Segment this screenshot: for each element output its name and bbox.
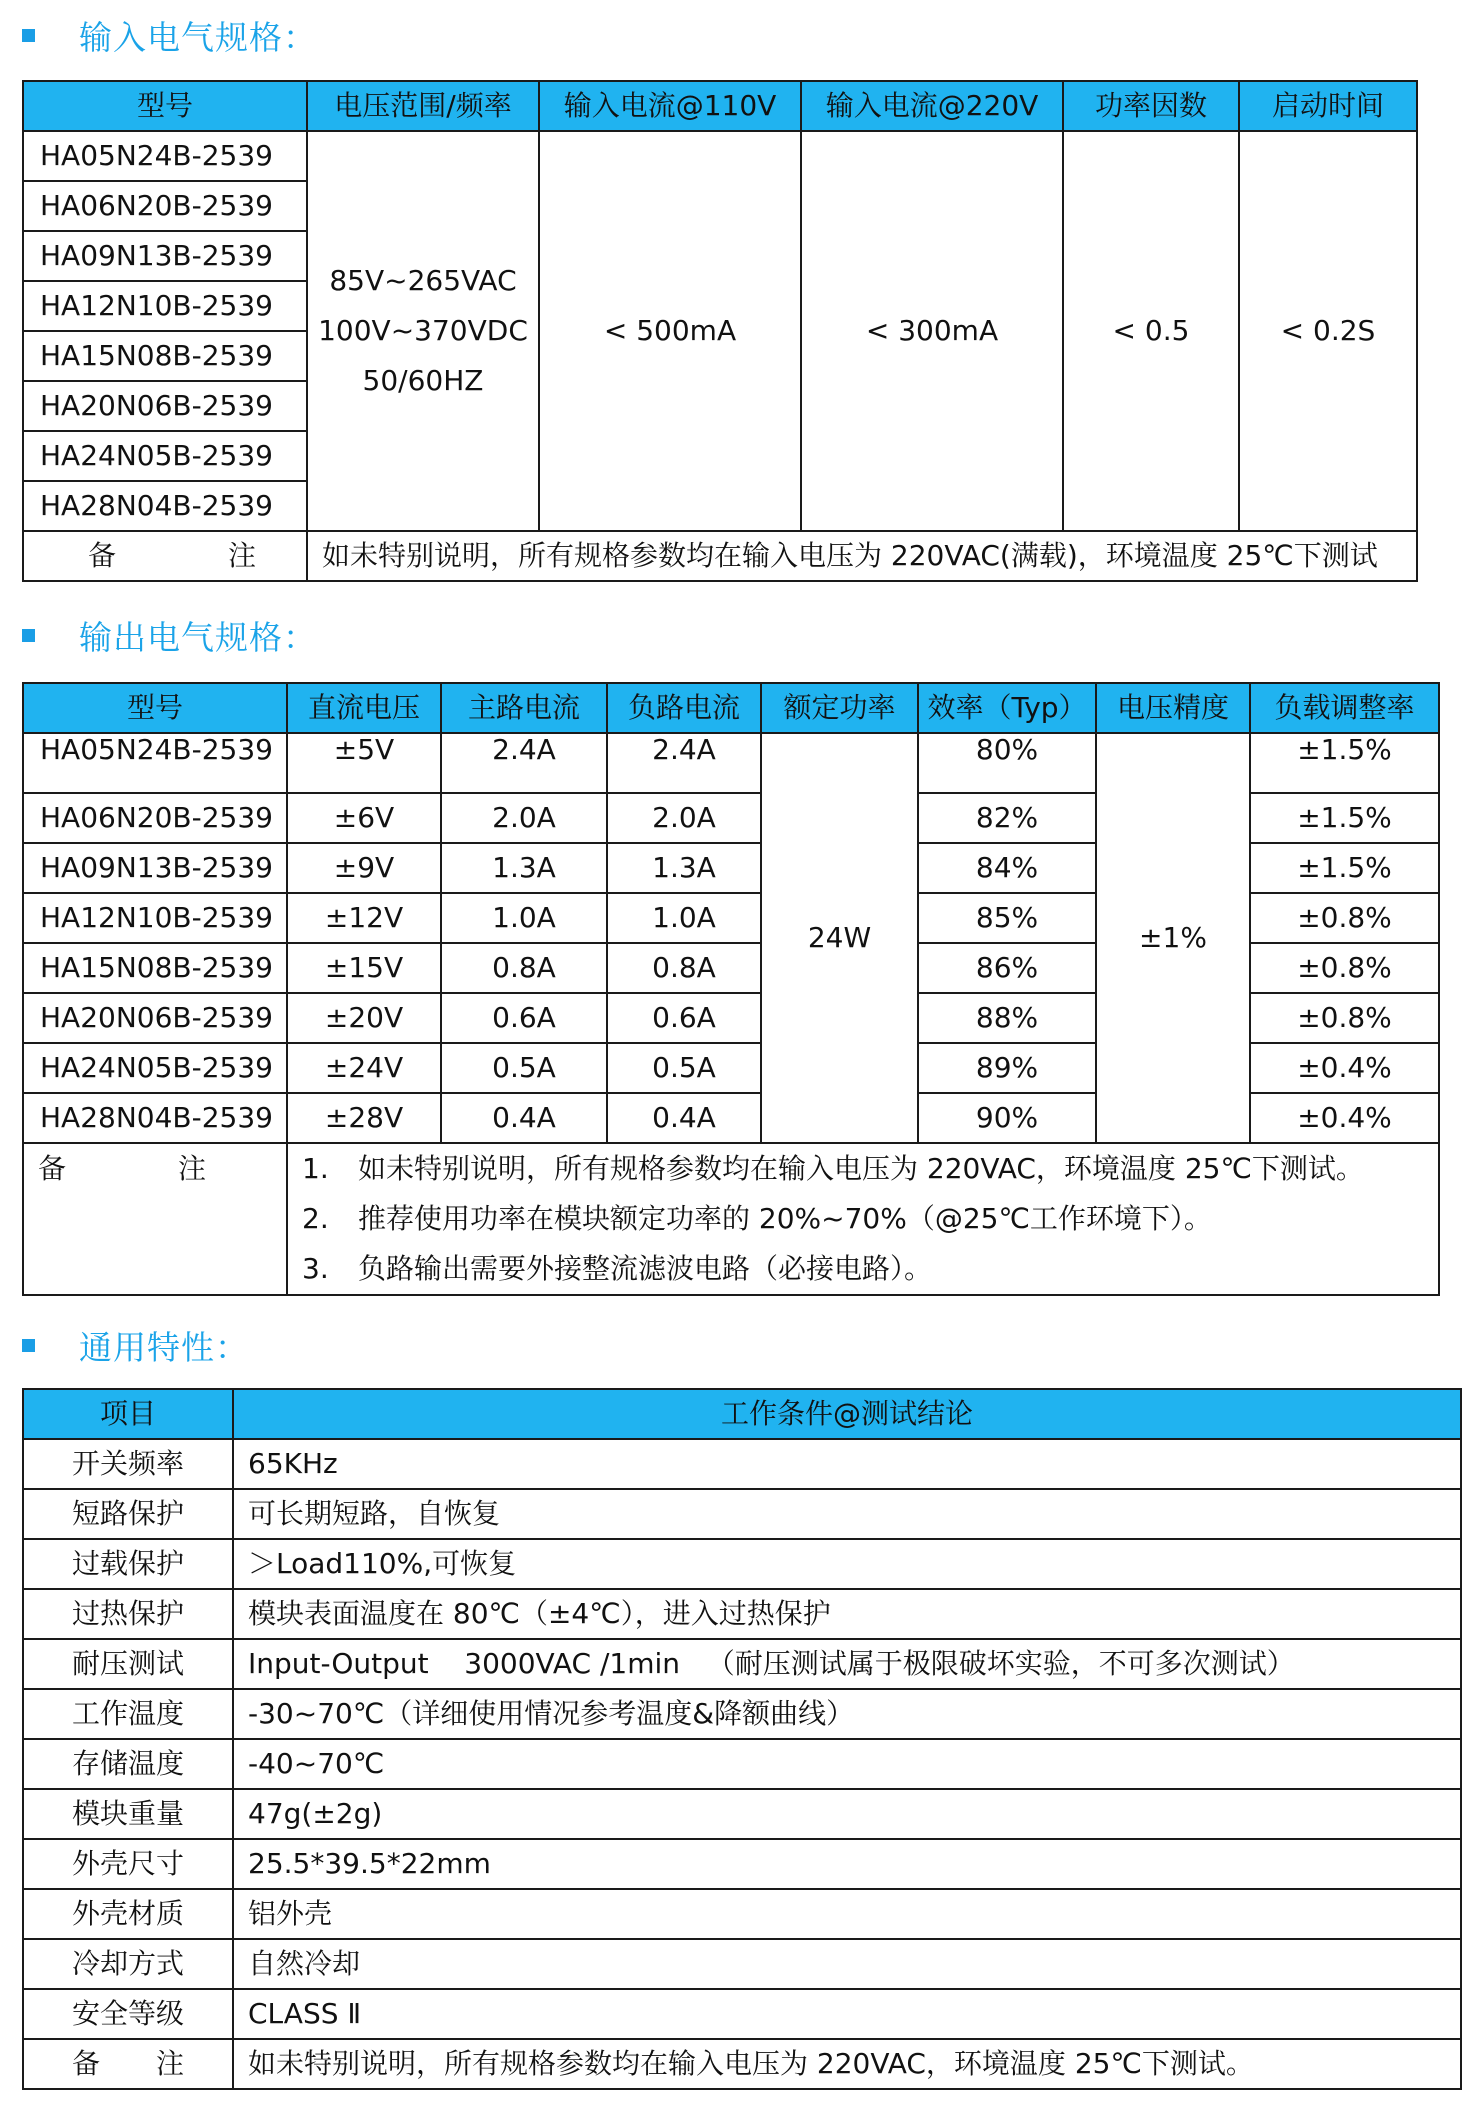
dc-voltage-cell: ±9V	[287, 843, 441, 893]
dc-voltage-cell: ±15V	[287, 943, 441, 993]
table-row	[23, 1789, 1461, 1839]
note-text: 如未特别说明，所有规格参数均在输入电压为 220VAC，环境温度 25℃下测试。	[358, 1152, 1364, 1185]
square-bullet-icon	[22, 1339, 35, 1352]
neg-current-cell: 0.5A	[607, 1043, 761, 1093]
table-row	[23, 1739, 1461, 1789]
value-cell: 自然冷却	[233, 1939, 1461, 1989]
load-regulation-cell: ±0.8%	[1250, 943, 1439, 993]
efficiency-cell: 82%	[918, 793, 1096, 843]
dc-voltage-cell: ±24V	[287, 1043, 441, 1093]
item-cell: 工作温度	[23, 1689, 233, 1739]
model-cell: HA05N24B-2539	[23, 733, 287, 793]
table-row	[23, 1989, 1461, 2039]
main-current-cell: 0.8A	[441, 943, 607, 993]
item-cell: 存储温度	[23, 1739, 233, 1789]
value-cell: 可长期短路，自恢复	[233, 1489, 1461, 1539]
load-regulation-cell: ±1.5%	[1250, 793, 1439, 843]
voltage-line: 85V~265VAC	[329, 264, 517, 297]
efficiency-cell: 90%	[918, 1093, 1096, 1143]
item-cell: 外壳尺寸	[23, 1839, 233, 1889]
load-regulation-cell: ±1.5%	[1250, 733, 1439, 793]
load-regulation-cell: ±0.8%	[1250, 993, 1439, 1043]
neg-current-cell: 0.6A	[607, 993, 761, 1043]
value-cell: ＞Load110%,可恢复	[233, 1539, 1461, 1589]
voltage-range-cell	[307, 131, 539, 531]
model-cell: HA24N05B-2539	[23, 431, 307, 481]
note-row	[23, 2039, 1461, 2089]
note-number: 3.	[302, 1252, 329, 1285]
value-cell: 25.5*39.5*22mm	[233, 1839, 1461, 1889]
efficiency-cell: 88%	[918, 993, 1096, 1043]
item-cell: 冷却方式	[23, 1939, 233, 1989]
note-label: 备 注	[23, 531, 307, 581]
main-current-cell: 2.4A	[441, 733, 607, 793]
note-line	[302, 1144, 1438, 1194]
main-current-cell: 0.6A	[441, 993, 607, 1043]
table-header-row	[23, 683, 1439, 733]
neg-current-cell: 0.4A	[607, 1093, 761, 1143]
table-row	[23, 733, 1439, 793]
col-header-dc-voltage: 直流电压	[287, 683, 441, 733]
section-title-text: 输出电气规格：	[79, 617, 317, 657]
note-line	[302, 1194, 1438, 1244]
item-cell: 开关频率	[23, 1439, 233, 1489]
item-cell: 备 注	[23, 2039, 233, 2089]
output-spec-table	[22, 682, 1440, 1296]
voltage-line: 100V~370VDC	[318, 314, 528, 347]
rated-power-cell: 24W	[761, 733, 918, 1143]
table-header-row	[23, 1389, 1461, 1439]
neg-current-cell: 1.0A	[607, 893, 761, 943]
efficiency-cell: 80%	[918, 733, 1096, 793]
col-header-current-220: 输入电流@220V	[801, 81, 1063, 131]
item-cell: 模块重量	[23, 1789, 233, 1839]
model-cell: HA24N05B-2539	[23, 1043, 287, 1093]
model-cell: HA06N20B-2539	[23, 181, 307, 231]
section-title-text: 通用特性：	[79, 1327, 249, 1367]
item-cell: 短路保护	[23, 1489, 233, 1539]
table-row	[23, 1839, 1461, 1889]
dc-voltage-cell: ±28V	[287, 1093, 441, 1143]
current-220-cell: < 300mA	[801, 131, 1063, 531]
table-row	[23, 1639, 1461, 1689]
col-header-voltage-range: 电压范围/频率	[307, 81, 539, 131]
value-cell: -40~70℃	[233, 1739, 1461, 1789]
efficiency-cell: 85%	[918, 893, 1096, 943]
model-cell: HA15N08B-2539	[23, 331, 307, 381]
note-line	[302, 1244, 1438, 1294]
efficiency-cell: 86%	[918, 943, 1096, 993]
model-cell: HA12N10B-2539	[23, 893, 287, 943]
table-header-row	[23, 81, 1417, 131]
square-bullet-icon	[22, 29, 35, 42]
model-cell: HA15N08B-2539	[23, 943, 287, 993]
section-title-input	[22, 10, 317, 60]
value-cell: -30~70℃（详细使用情况参考温度&降额曲线）	[233, 1689, 1461, 1739]
voltage-line: 50/60HZ	[362, 364, 484, 397]
col-header-current-110: 输入电流@110V	[539, 81, 801, 131]
neg-current-cell: 0.8A	[607, 943, 761, 993]
neg-current-cell: 2.0A	[607, 793, 761, 843]
value-cell: 47g(±2g)	[233, 1789, 1461, 1839]
col-header-main-current: 主路电流	[441, 683, 607, 733]
table-row	[23, 1539, 1461, 1589]
table-row	[23, 131, 1417, 181]
model-cell: HA05N24B-2539	[23, 131, 307, 181]
startup-time-cell: < 0.2S	[1239, 131, 1417, 531]
current-110-cell: < 500mA	[539, 131, 801, 531]
model-cell: HA20N06B-2539	[23, 993, 287, 1043]
col-header-neg-current: 负路电流	[607, 683, 761, 733]
value-cell: 铝外壳	[233, 1889, 1461, 1939]
col-header-model: 型号	[23, 81, 307, 131]
efficiency-cell: 89%	[918, 1043, 1096, 1093]
col-header-rated-power: 额定功率	[761, 683, 918, 733]
col-header-voltage-accuracy: 电压精度	[1096, 683, 1250, 733]
table-row	[23, 1589, 1461, 1639]
efficiency-cell: 84%	[918, 843, 1096, 893]
value-cell: CLASS Ⅱ	[233, 1989, 1461, 2039]
general-spec-table	[22, 1388, 1462, 2090]
table-row	[23, 1939, 1461, 1989]
model-cell: HA12N10B-2539	[23, 281, 307, 331]
square-bullet-icon	[22, 629, 35, 642]
value-cell: 如未特别说明，所有规格参数均在输入电压为 220VAC，环境温度 25℃下测试。	[233, 2039, 1461, 2089]
model-cell: HA09N13B-2539	[23, 843, 287, 893]
item-cell: 耐压测试	[23, 1639, 233, 1689]
section-title-text: 输入电气规格：	[79, 17, 317, 57]
value-cell: 65KHz	[233, 1439, 1461, 1489]
section-title-general	[22, 1320, 249, 1370]
load-regulation-cell: ±0.4%	[1250, 1093, 1439, 1143]
note-number: 2.	[302, 1202, 329, 1235]
col-header-item: 项目	[23, 1389, 233, 1439]
col-header-load-regulation: 负载调整率	[1250, 683, 1439, 733]
main-current-cell: 1.3A	[441, 843, 607, 893]
dc-voltage-cell: ±12V	[287, 893, 441, 943]
value-cell: Input-Output 3000VAC /1min （耐压测试属于极限破坏实验，不可多次测试）	[233, 1639, 1461, 1689]
note-label	[23, 1143, 287, 1295]
neg-current-cell: 2.4A	[607, 733, 761, 793]
item-cell: 过热保护	[23, 1589, 233, 1639]
note-text: 推荐使用功率在模块额定功率的 20%~70%（@25℃工作环境下）。	[358, 1202, 1212, 1235]
note-label-text: 备 注	[38, 1152, 207, 1185]
table-row	[23, 1489, 1461, 1539]
dc-voltage-cell: ±5V	[287, 733, 441, 793]
section-title-output	[22, 610, 317, 660]
main-current-cell: 0.5A	[441, 1043, 607, 1093]
main-current-cell: 2.0A	[441, 793, 607, 843]
note-number: 1.	[302, 1152, 329, 1185]
item-cell: 安全等级	[23, 1989, 233, 2039]
item-cell: 过载保护	[23, 1539, 233, 1589]
item-cell: 外壳材质	[23, 1889, 233, 1939]
value-cell: 模块表面温度在 80℃（±4℃），进入过热保护	[233, 1589, 1461, 1639]
model-cell: HA28N04B-2539	[23, 481, 307, 531]
dc-voltage-cell: ±20V	[287, 993, 441, 1043]
neg-current-cell: 1.3A	[607, 843, 761, 893]
col-header-power-factor: 功率因数	[1063, 81, 1239, 131]
load-regulation-cell: ±0.4%	[1250, 1043, 1439, 1093]
col-header-startup-time: 启动时间	[1239, 81, 1417, 131]
input-spec-table	[22, 80, 1418, 582]
note-text: 负路输出需要外接整流滤波电路（必接电路）。	[358, 1252, 933, 1285]
note-row	[23, 1143, 1439, 1295]
table-row	[23, 1439, 1461, 1489]
power-factor-cell: < 0.5	[1063, 131, 1239, 531]
table-row	[23, 1889, 1461, 1939]
col-header-condition: 工作条件@测试结论	[233, 1389, 1461, 1439]
model-cell: HA06N20B-2539	[23, 793, 287, 843]
col-header-efficiency: 效率（Typ）	[918, 683, 1096, 733]
load-regulation-cell: ±0.8%	[1250, 893, 1439, 943]
voltage-accuracy-cell: ±1%	[1096, 733, 1250, 1143]
model-cell: HA09N13B-2539	[23, 231, 307, 281]
model-cell: HA28N04B-2539	[23, 1093, 287, 1143]
load-regulation-cell: ±1.5%	[1250, 843, 1439, 893]
table-row	[23, 1689, 1461, 1739]
col-header-model: 型号	[23, 683, 287, 733]
main-current-cell: 0.4A	[441, 1093, 607, 1143]
note-text: 如未特别说明，所有规格参数均在输入电压为 220VAC(满载)，环境温度 25℃下测试	[307, 531, 1417, 581]
notes-cell	[287, 1143, 1439, 1295]
model-cell: HA20N06B-2539	[23, 381, 307, 431]
note-row	[23, 531, 1417, 581]
main-current-cell: 1.0A	[441, 893, 607, 943]
dc-voltage-cell: ±6V	[287, 793, 441, 843]
